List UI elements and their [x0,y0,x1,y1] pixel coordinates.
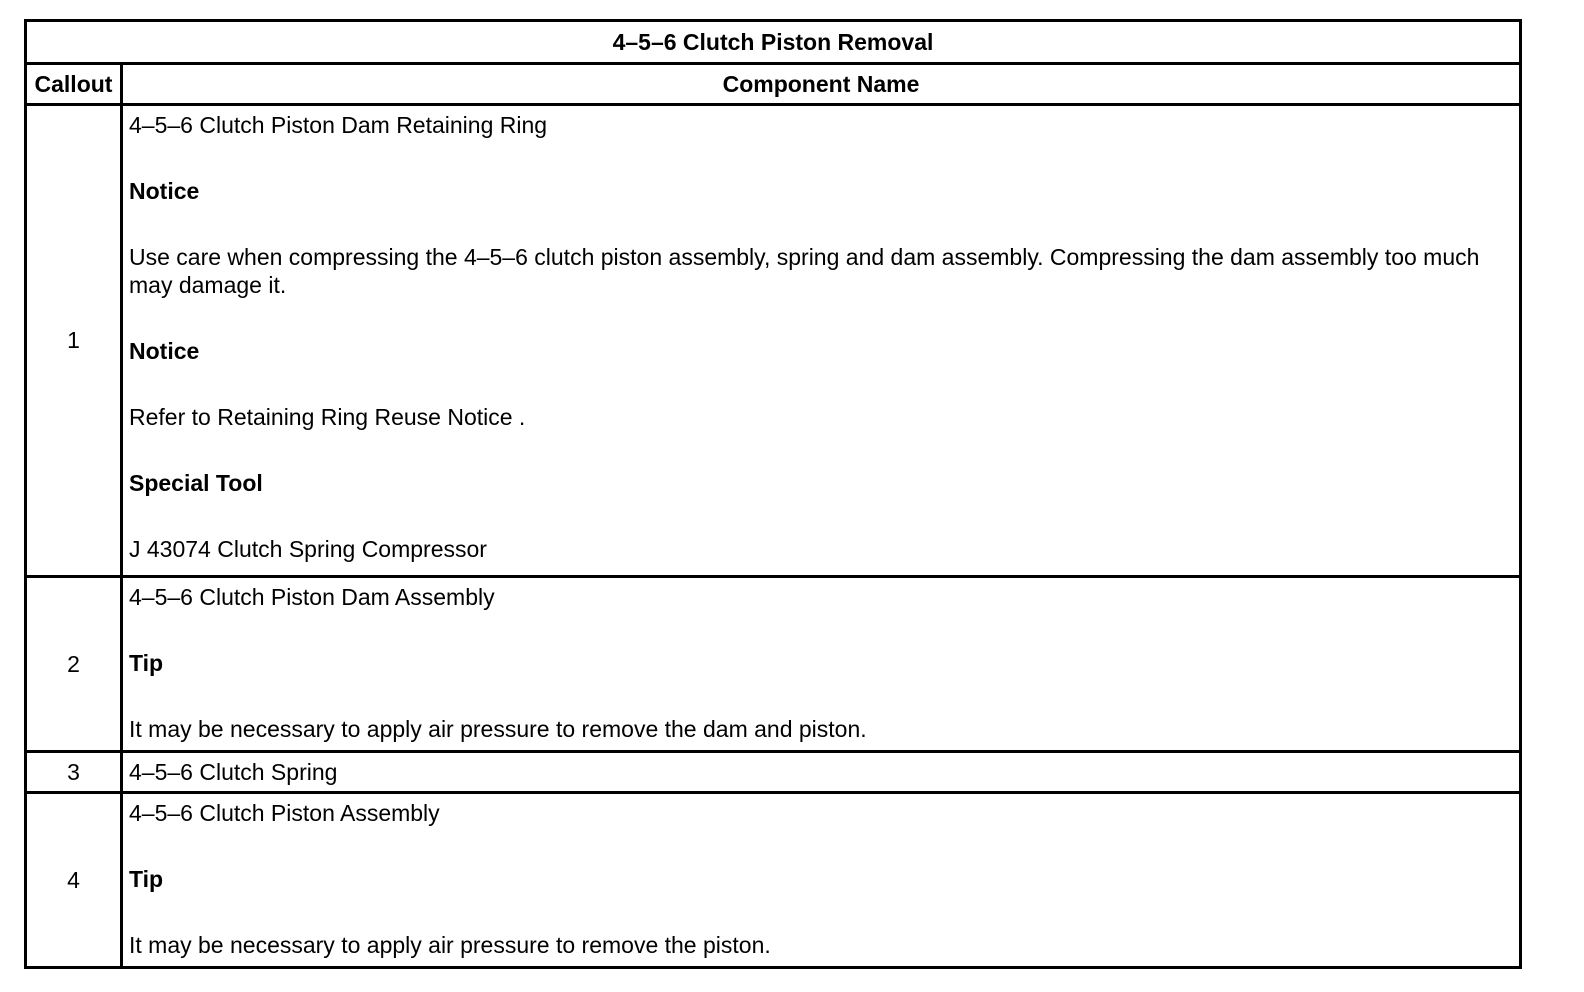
notice-label: Notice [129,178,200,204]
component-name: 4–5–6 Clutch Piston Assembly [129,800,440,826]
component-cell [123,578,1519,750]
procedure-table [24,19,1522,969]
special-tool-label: Special Tool [129,470,263,496]
component-cell [123,106,1519,575]
callout-cell: 2 [27,578,123,750]
callout-cell: 1 [27,106,123,575]
component-name-header: Component Name [722,71,920,97]
component-cell [123,794,1519,966]
component-name: 4–5–6 Clutch Piston Dam Retaining Ring [129,112,548,138]
callout-cell: 4 [27,794,123,966]
callout-header: Callout [27,65,123,103]
table-row [27,106,1519,578]
tip-label: Tip [129,650,164,676]
special-tool-text: J 43074 Clutch Spring Compressor [129,536,487,562]
tip-label: Tip [129,866,164,892]
table-row [27,753,1519,794]
callout-cell: 3 [27,753,123,791]
notice-text: Use care when compressing the 4–5–6 clutch piston assembly, spring and dam assembly. Compressing the dam assembly too much may damage it. [129,244,1480,298]
tip-text: It may be necessary to apply air pressure to remove the piston. [129,932,771,958]
table-row [27,578,1519,753]
notice-label: Notice [129,338,200,364]
notice-text: Refer to Retaining Ring Reuse Notice . [129,404,526,430]
component-name: 4–5–6 Clutch Spring [129,759,338,785]
table-title: 4–5–6 Clutch Piston Removal [27,22,1519,65]
component-name: 4–5–6 Clutch Piston Dam Assembly [129,584,495,610]
tip-text: It may be necessary to apply air pressure to remove the dam and piston. [129,716,867,742]
table-row [27,794,1519,966]
header-row [27,65,1519,106]
